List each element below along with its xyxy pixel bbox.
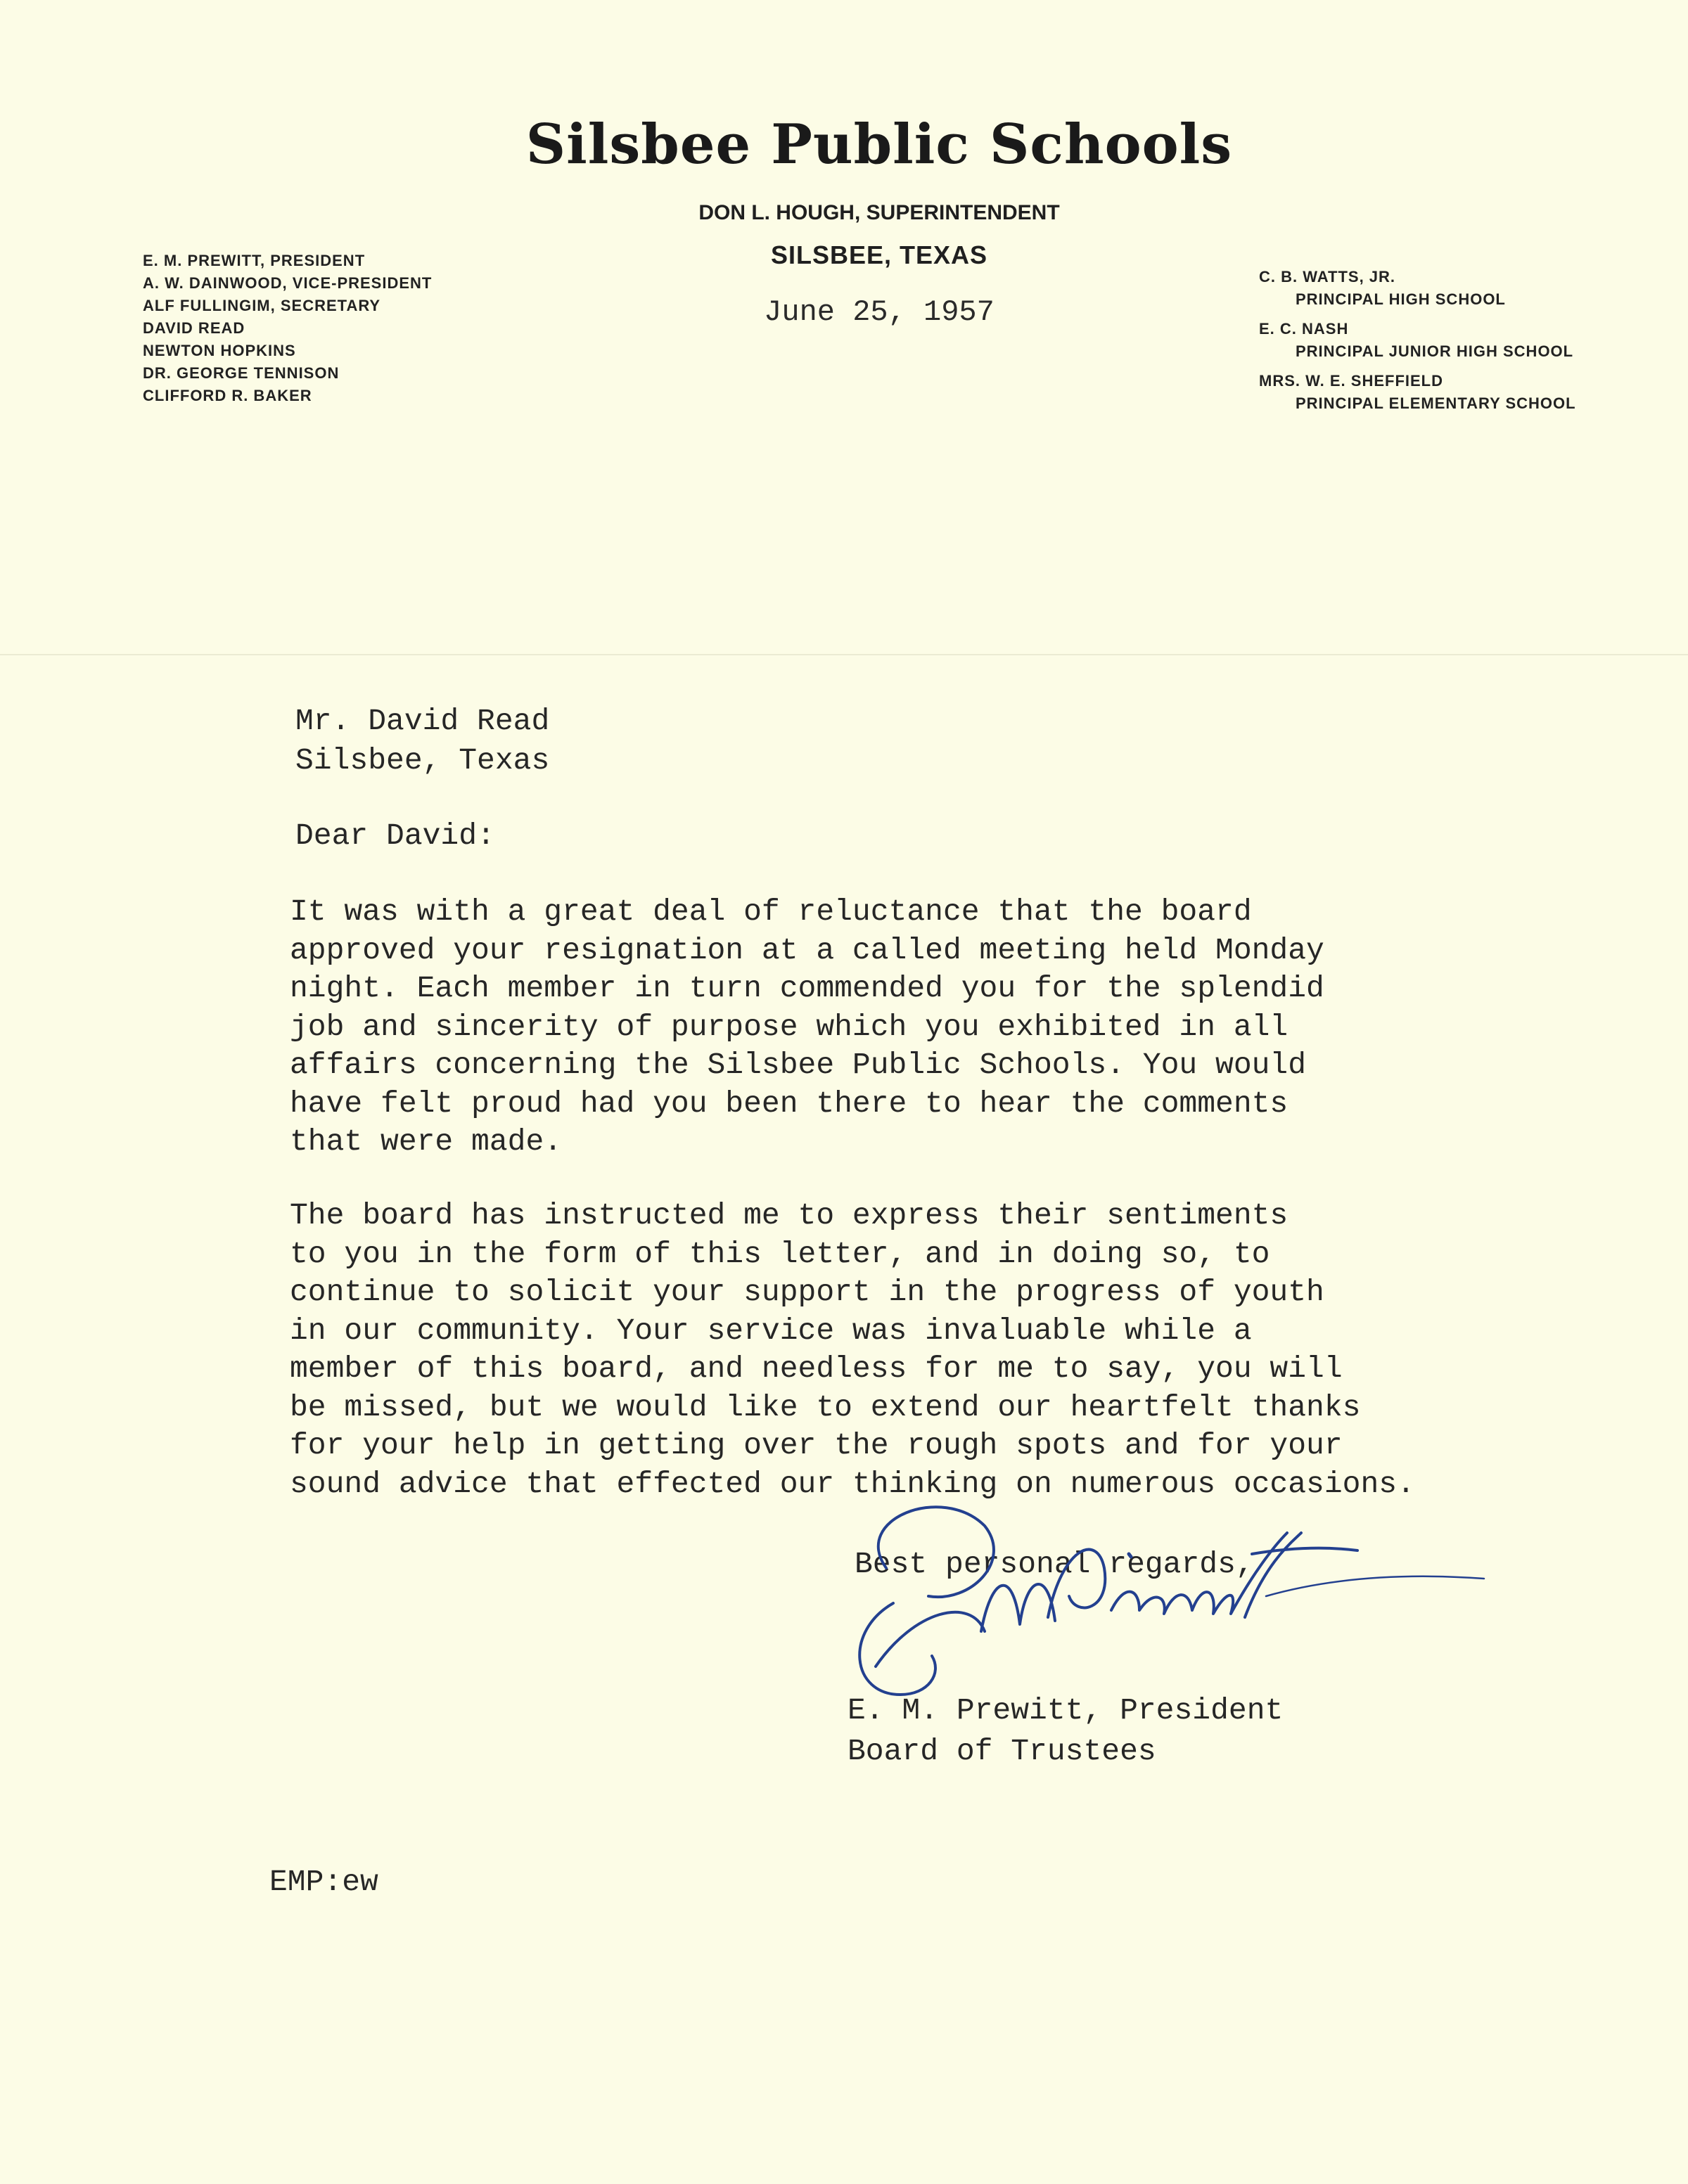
body-line: night. Each member in turn commended you for the splendid: [290, 971, 1324, 1006]
body-line: The board has instructed me to express their sentiments: [290, 1198, 1289, 1233]
body-line: in our community. Your service was invaluable while a: [290, 1313, 1252, 1348]
addressee-block: [295, 702, 549, 781]
board-member: DAVID READ: [143, 319, 245, 337]
letter-date: June 25, 1957: [764, 295, 995, 329]
body-line: for your help in getting over the rough spots and for your: [290, 1428, 1343, 1463]
body-paragraph-2: [290, 1197, 1415, 1503]
body-line: to you in the form of this letter, and in doing so, to: [290, 1236, 1270, 1271]
body-paragraph-1: [290, 893, 1324, 1162]
principal-title: PRINCIPAL JUNIOR HIGH SCHOOL: [1296, 342, 1574, 360]
closing: Best personal regards,: [855, 1547, 1254, 1581]
principal-name: E. C. NASH: [1259, 320, 1349, 338]
reference-initials: EMP:ew: [269, 1865, 378, 1899]
board-member: CLIFFORD R. BAKER: [143, 387, 312, 404]
body-line: that were made.: [290, 1124, 563, 1159]
body-line: affairs concerning the Silsbee Public Schools. You would: [290, 1048, 1307, 1082]
board-members-list: [143, 250, 537, 407]
body-line: have felt proud had you been there to hear the comments: [290, 1086, 1289, 1121]
body-line: approved your resignation at a called meeting held Monday: [290, 932, 1324, 968]
principal-title: PRINCIPAL ELEMENTARY SCHOOL: [1296, 394, 1576, 412]
salutation: Dear David:: [295, 818, 495, 853]
body-line: job and sincerity of purpose which you exhibited in all: [290, 1009, 1289, 1044]
board-member: ALF FULLINGIM, SECRETARY: [143, 297, 381, 314]
body-line: continue to solicit your support in the progress of youth: [290, 1275, 1324, 1309]
body-line: sound advice that effected our thinking on numerous occasions.: [290, 1466, 1415, 1501]
letterhead-location: SILSBEE, TEXAS: [770, 240, 988, 269]
principal-name: MRS. W. E. SHEFFIELD: [1259, 372, 1444, 390]
letterhead-superintendent: DON L. HOUGH, SUPERINTENDENT: [698, 201, 1060, 224]
letterhead-organization: Silsbee Public Schools: [525, 113, 1233, 176]
signature-block: [848, 1690, 1283, 1772]
principals-list: [1259, 266, 1681, 422]
board-member: NEWTON HOPKINS: [143, 342, 296, 359]
addressee-line: Mr. David Read: [295, 704, 550, 738]
paper-fold-line: [0, 654, 1688, 655]
body-line: It was with a great deal of reluctance that the board: [290, 894, 1252, 929]
body-line: be missed, but we would like to extend our heartfelt thanks: [290, 1389, 1361, 1425]
board-member: DR. GEORGE TENNISON: [143, 364, 340, 382]
board-member: E. M. PREWITT, PRESIDENT: [143, 252, 366, 269]
principal-name: C. B. WATTS, JR.: [1259, 268, 1396, 285]
principal-title: PRINCIPAL HIGH SCHOOL: [1296, 290, 1506, 308]
board-member: A. W. DAINWOOD, VICE-PRESIDENT: [143, 274, 433, 292]
signer-title: Board of Trustees: [848, 1734, 1156, 1768]
signer-name: E. M. Prewitt, President: [848, 1693, 1284, 1728]
body-line: member of this board, and needless for me to say, you will: [290, 1351, 1343, 1386]
addressee-line: Silsbee, Texas: [295, 743, 550, 778]
handwritten-signature: [809, 1491, 1512, 1723]
